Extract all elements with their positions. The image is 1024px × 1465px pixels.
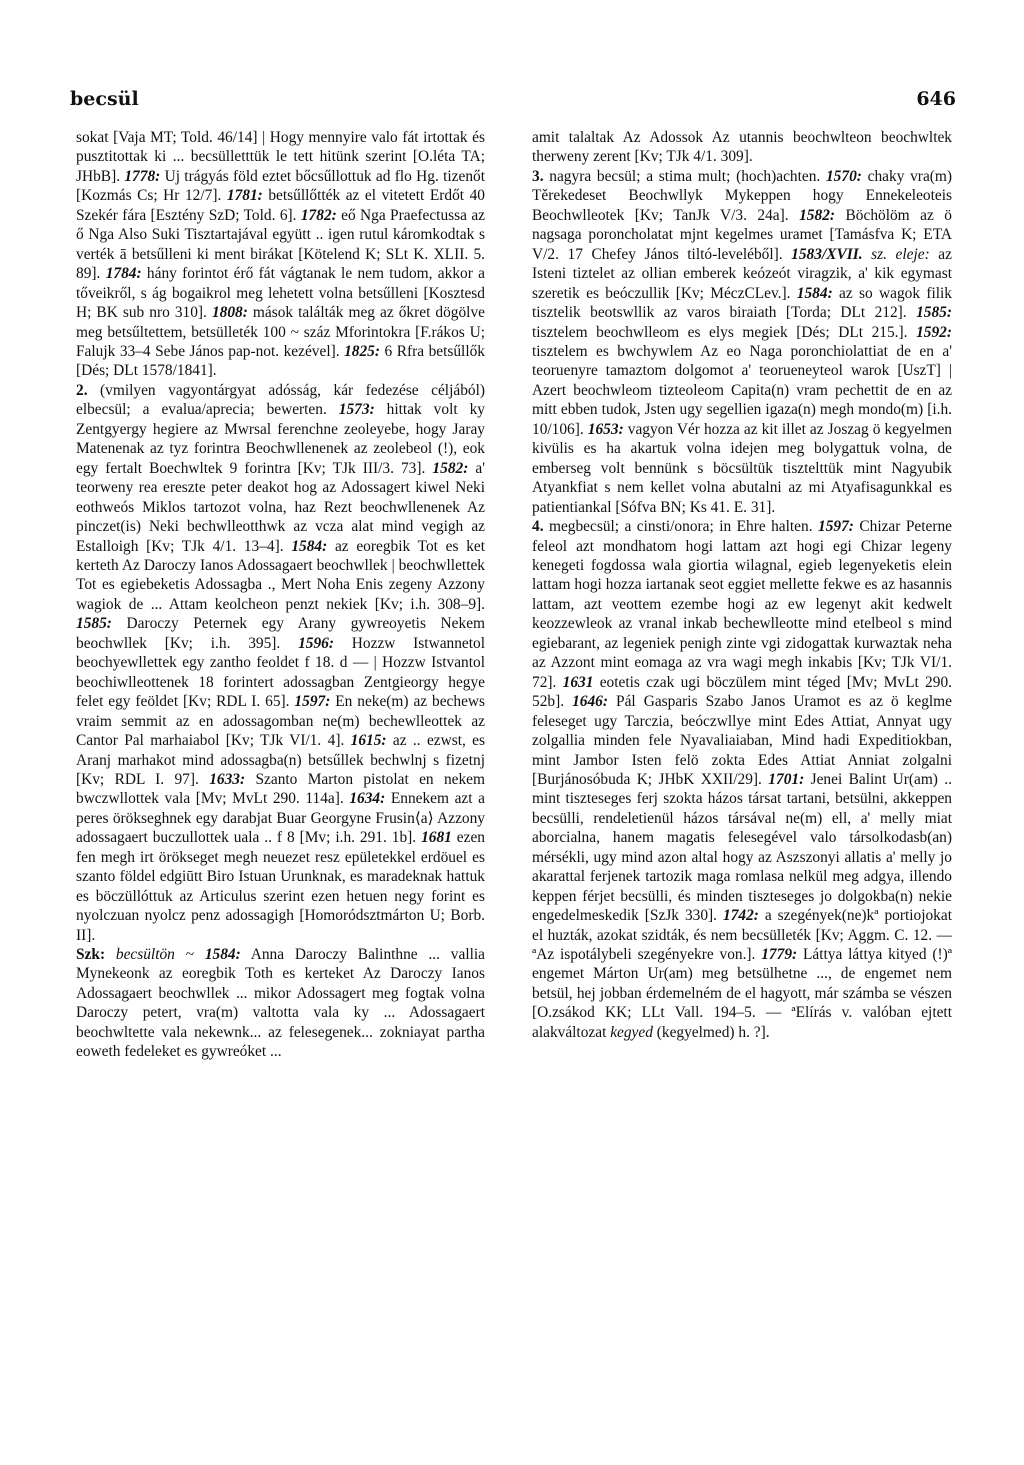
date-label: 1681 xyxy=(421,829,452,847)
date-label: 1573: xyxy=(338,401,375,419)
text-run: az .. ezwst, es Aranj marhakot mind adossagba(n) betsűllek bechwlnj s fizetnj [Kv; RDL I. 97]. xyxy=(76,732,485,788)
text-run: Pál Gasparis Szabo Janos Uramot es az ö keglme feleseget ugy Tarczia, beóczwllye mint Edes Attiat, Annyat ugy zolgallia minden fele Nyavaliaiaban, Mind hadi Expeditiokban, mint Jambor Isten felö zokta Edes Attiat Anniat zolgalni [Burjánosóbuda K; JHbK XXII/29]. xyxy=(532,693,952,788)
text-run: nagyra becsül; a stima mult; (hoch)achten. xyxy=(543,167,826,185)
date-label: 1584: xyxy=(796,284,833,302)
text-run: az Isteni tiztelet az ollian emberek keózeót viragzik, a' kik egymast szeretik es beóczullik [Kv; MéczCLev.]. xyxy=(532,245,952,302)
text-run: En neke(m) az bechews vraim semmit az en adossagomban ne(m) bechewlleottek az Cantor Pal marhaiabol [Kv; TJk VI/1. 4]. xyxy=(76,693,486,750)
section-label: Szk: xyxy=(76,946,106,964)
date-label: 1583/XVII. xyxy=(791,245,863,263)
text-run: hány forintot érő fát vágtanak le nem tudom, akkor a tőveikről, s ág bogaikrol meg lehetett volna betsűlleni [Kosztesd H; BK sub nro 310]. xyxy=(76,265,485,322)
date-label: 1596: xyxy=(298,634,334,652)
date-label: 1646: xyxy=(572,693,608,711)
text-run: vagyon Vér hozza az kit illet az Joszag ö kegyelmen kivülis es ha akartuk volna idejen meg bolygattuk volna, de emberseg volt bennünk s böcsültük tisztelttük mint Nagyubik Atyankfiat s nem kellet volna abutalni az mi Atyafisagunkkal es patientiankal [Sófva BN; Ks 41. E. 31]. xyxy=(532,420,952,516)
date-label: 1778: xyxy=(124,167,161,185)
text-run: eotetis czak ugi böczülem mint téged [Mv; MvLt 290. 52b]. xyxy=(532,673,952,711)
text-run: a' teorweny rea ereszte peter deakot hog az Adossagert kiwel Neki eothweós Miklos tartozot volna, haz Rezt beochwllenenek Az pinczet(is) Neki bechwlleotthwk az vcza alat mind vegigh az Estalloigh [Kv; TJk 4/1. 13–4]. xyxy=(76,459,486,555)
text-run: 6 Rfra betsűllők [Dés; DLt 1578/1841]. xyxy=(76,342,485,380)
date-label: 1631 xyxy=(562,673,594,691)
text-run: eő Nga Praefectussa az ő Nga Also Suki Tisztartajával együtt .. igen rutul káromkodtak s verték ā betsűlleni ki ment birákat [Kötelend K; SLt K. XLII. 5. 89]. xyxy=(76,206,485,283)
page-number: 646 xyxy=(916,88,956,110)
date-label: 1634: xyxy=(349,790,386,808)
text-run: hittak volt ky Zentgyergy hegiere az Mwrsal ferenchne zeoleyebe, hogy Jaray Matenenak az tyz forintra Beochwllenenek az zeolebeol (!), eok egy fertalt Boechwltek 9 forintra [Kv; TJk III/3. 73]. xyxy=(76,401,485,477)
text-run: Hozzw Istwannetol beochyewllettek egy zantho feoldet f 18. d — | Hozzw Istvantol beochiwlleottenek 18 forintert adossagban Zentgieorgy hegye felet egy feöldet [Kv; RDL I. 65]. xyxy=(76,634,485,711)
text-run: megbecsül; a cinsti/onora; in Ehre halten. xyxy=(543,518,818,536)
text-run: Böchölöm az ö nagsaga poroncholatat mjnt kegelmes uramet [Tamásfva K; ETA V/2. 17 Chefey János tiltó-leveléből]. xyxy=(532,206,952,263)
date-label: 1808: xyxy=(211,304,248,322)
date-label: 1615: xyxy=(350,732,387,750)
text-run: mások találták meg az őkret dögölve meg betsűltettem, betsülleték 100 ~ száz Mforintokra [F.rákos U; Falujk 33–4 Sebe János pap-not. kezével]. xyxy=(76,304,485,360)
paragraph-4 xyxy=(532,128,952,167)
date-label: 1633: xyxy=(209,770,246,788)
paragraph-5 xyxy=(532,167,952,517)
text-run: ~ xyxy=(174,946,205,964)
text-run: sokat [Vaja MT; Told. 46/14] | Hogy mennyire valo fát irtottak és pusztitottak ki ... becsülletttük le tett hitünk szerint [O.léta TA; JHbB]. xyxy=(76,129,485,185)
date-label: 1597: xyxy=(818,518,854,536)
date-label: 1592: xyxy=(916,323,952,341)
text-run xyxy=(863,246,872,263)
text-run: (vmilyen vagyontárgyat adósság, kár fedezése céljából) elbecsül; a evalua/aprecia; bewerten. xyxy=(76,381,485,419)
paragraph-3 xyxy=(76,945,485,1062)
running-head xyxy=(70,88,956,114)
italic-text: kegyed xyxy=(610,1023,653,1041)
italic-text: sz. eleje: xyxy=(871,245,930,263)
text-run: Daroczy Peternek egy Arany gywreoyetis Nekem beochwllek [Kv; i.h. 395]. xyxy=(76,615,485,652)
text-run: a szegények(ne)kª portiojokat el huzták, azokat szidták, és nem becsülleték [Kv; Aggm. C. 12. — ªAz ispotálybeli szegényekre von.]. xyxy=(532,907,952,964)
date-label: 1779: xyxy=(761,946,798,964)
text-run: Uj trágyás föld eztet bőcsűllottuk ad flo Hg. tizenőt [Kozmás Cs; Hr 12/7]. xyxy=(76,167,486,205)
text-run xyxy=(105,946,116,963)
paragraph-2 xyxy=(76,381,485,945)
sense-number: 2. xyxy=(76,381,88,399)
italic-text: becsültön xyxy=(115,946,175,964)
date-label: 1584: xyxy=(291,537,328,555)
text-run: az eoregbik Tot es ket kerteth Az Daroczy Ianos Adossagaert beochwllek | beochwllettek Tot es egiebeketis Adossagba ., Mert Noha Enis zegeny Azzony wagiok de ... Attam keolcheon penzt nekiek [Kv; i.h. 308–9]. xyxy=(76,537,485,613)
date-label: 1597: xyxy=(294,693,331,711)
text-run: betsűllőtték az el vitetett Erdőt 40 Szekér fára [Esztény SzD; Told. 6]. xyxy=(76,187,485,224)
date-label: 1825: xyxy=(344,342,381,360)
text-run: tisztelem es bwchywlem Az eo Naga poronchiolattiat de en a' teoruenyre tamaztom dolgomot a' teorueneyteol warok [UszT] | Azert beochwleom tizteoleom Capita(n) vram pechettit de en az mitt ebben tudok, Jsten ugy segellien igaza(n) megh mondo(m) [i.h. 10/106]. xyxy=(532,342,952,438)
date-label: 1781: xyxy=(226,187,263,205)
text-run: Láttya láttya kityed (!)ª engemet Márton Ur(am) meg betsülhetne ..., de engemet nem betsül, hej jobban érdemelném de el hagyott, már számba se vészen [O.zsákod KK; LLt Vall. 194–5. — ªElírás v. valóban ejtett alakváltozat xyxy=(532,946,953,1041)
date-label: 1585: xyxy=(916,304,952,322)
text-run: Ennekem azt a peres örökseghnek egy darabjat Buar Georgyne Frusin⟨a⟩ Azzony adossagaert buczullottek uala .. f 8 [Mv; i.h. 291. 1b]. xyxy=(76,790,485,847)
headword: becsül xyxy=(70,88,139,110)
date-label: 1585: xyxy=(76,615,112,633)
left-column xyxy=(76,128,485,1062)
text-run: ezen fen megh irt örökseget megh neuezet resz epületekkel erdöuel es szanto földel edgiūtt Biro Istuan Urunknak, es maradeknak hattuk es böczüllóttuk az Articulus szerint ezen hetuen negy forint es nyolczuan nyolcz penz adossagigh [Homoródsztmárton U; Borb. II]. xyxy=(76,829,485,944)
text-run: Jenei Balint Ur(am) .. mint tiszteseges ferj szokta házos társat tartani, betsülni, akkeppen becsülli, rendeletienül házos társával ne(m) ell, a' melly miat aborcialna, hanem magatis felesegével valo társolkodasb(an) mérsékli, ugy mind azon altal hogy az Aszszonyi allatis a' melly jo akarattal ferjenek tartozik maga romlasa nelkül meg adgya, illendo keppen férjet becsülli, és minden tiszteseges jo dolgokba(n) nekie engedelmeskedik [SzJk 330]. xyxy=(532,770,952,925)
text-run: amit talaltak Az Adossok Az utannis beochwlteon beochwltek therweny zerent [Kv; TJk 4/1. 309]. xyxy=(532,129,952,166)
sense-number: 4. xyxy=(532,518,544,536)
paragraph-1 xyxy=(76,128,485,381)
date-label: 1653: xyxy=(587,420,624,438)
sense-number: 3. xyxy=(532,167,544,185)
date-label: 1784: xyxy=(105,265,142,283)
date-label: 1582: xyxy=(799,206,836,224)
text-run: Chizar Peterne feleol azt mondhatom hogi lattam azt hogi egi Chizar legeny kenegeti fogdossa wala giortia wilagnal, egieb legenyeketis elein lattam hogi hozza iartanak seot eggiet mellette fekwe es az hasannis lattam, azt veottem ezembe hogi az ew legenyt akit kedwelt keozzewleok az vranal inkab bechewlleotte mind etelbeol s mind egiebarant, az legeniek penigh zinte vgi zidogattak kurwaztak neha az Azzont mint eomaga az vra wagi megh inkabis [Kv; TJk VI/1. 72]. xyxy=(532,518,952,691)
right-column xyxy=(532,128,952,1042)
text-run: Szanto Marton pistolat en nekem bwczwllottek vala [Mv; MvLt 290. 114a]. xyxy=(76,770,485,808)
date-label: 1782: xyxy=(300,206,337,224)
date-label: 1582: xyxy=(432,459,469,477)
text-run: Anna Daroczy Balinthne ... vallia Mynekeonk az eoregbik Toth es kerteket Az Daroczy Ianos Adossagaert beochwllek ... mikor Adossagert meg fogtak volna Daroczy petert, vra(m) valtotta vala ky ... Adossagaert beochwltette vala nekewnk... az felesegenek... zokniayat partha eoweth fedeleket es gywreóket ... xyxy=(76,946,485,1061)
date-label: 1584: xyxy=(204,946,241,964)
text-run: az so wagok filik tisztelik beotswllik az varos biraiath [Torda; DLt 212]. xyxy=(532,284,953,322)
text-run: (kegyelmed) h. ?]. xyxy=(652,1023,770,1041)
date-label: 1742: xyxy=(723,907,759,925)
text-run: chaky vra(m) Těrekedeset Beochwllyk Mykeppen hogy Ennekeleoteis Beochwlleotek [Kv; TanJk V/3. 24a]. xyxy=(532,167,952,224)
date-label: 1701: xyxy=(768,770,805,788)
text-run: tisztelem beochwlleom es elys megiek [Dés; DLt 215.]. xyxy=(532,323,917,341)
date-label: 1570: xyxy=(825,167,862,185)
paragraph-6 xyxy=(532,517,952,1042)
